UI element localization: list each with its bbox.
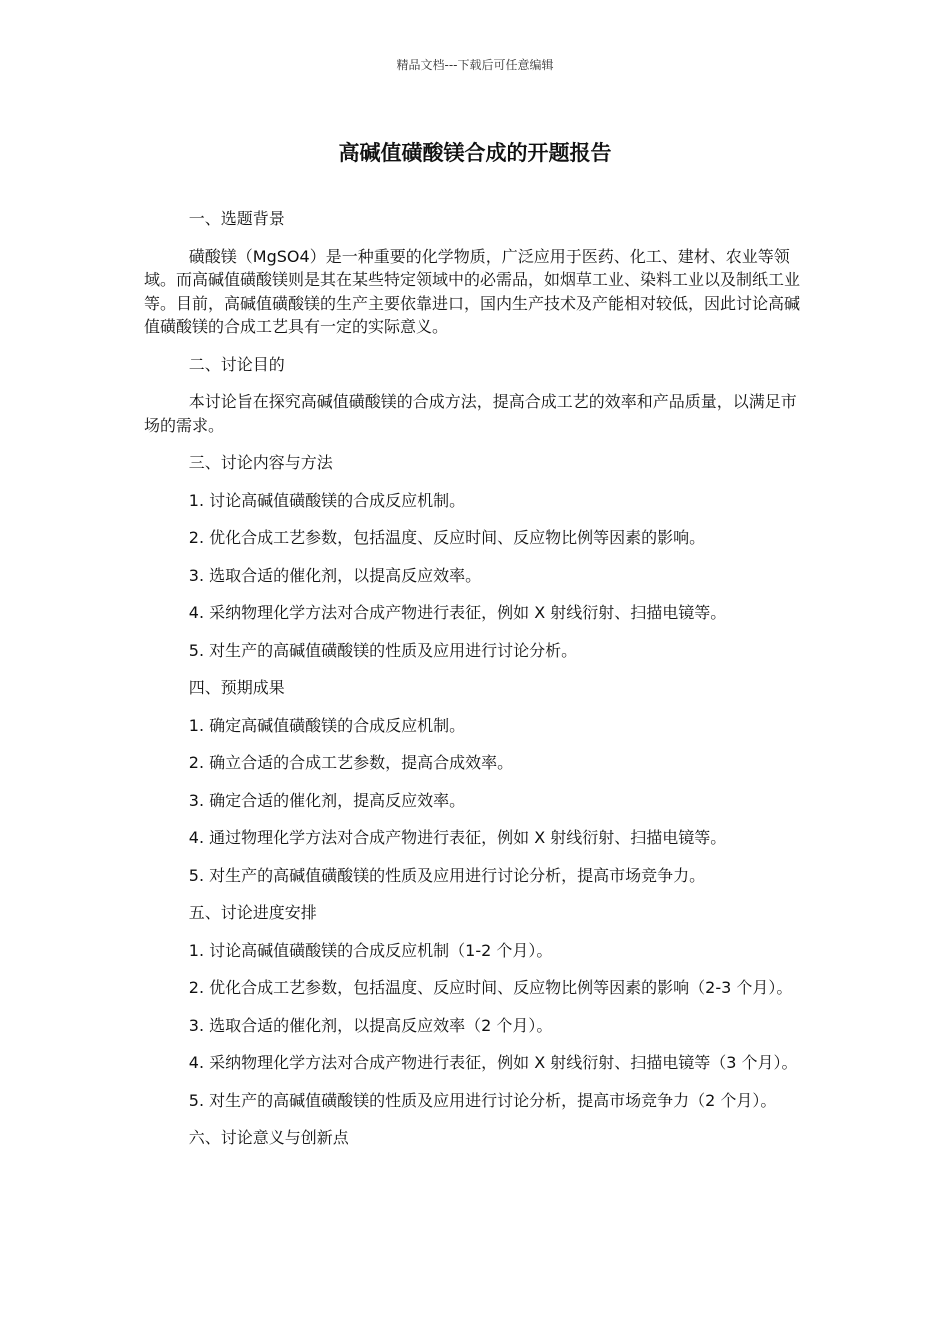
list-item: 5. 对生产的高碱值磺酸镁的性质及应用进行讨论分析。 xyxy=(188,640,578,660)
list-item: 1. 讨论高碱值磺酸镁的合成反应机制（1-2 个月）。 xyxy=(188,940,553,960)
list-item: 2. 优化合成工艺参数，包括温度、反应时间、反应物比例等因素的影响（2-3 个月）。 xyxy=(188,978,793,997)
list-item: 3. 选取合适的催化剂，以提高反应效率。 xyxy=(188,565,482,585)
list-item: 1. 讨论高碱值磺酸镁的合成反应机制。 xyxy=(188,490,466,510)
section-heading: 六、讨论意义与创新点 xyxy=(188,1128,349,1147)
list-item: 2. 优化合成工艺参数，包括温度、反应时间、反应物比例等因素的影响。 xyxy=(188,528,706,547)
list-item: 1. 确定高碱值磺酸镁的合成反应机制。 xyxy=(188,715,466,735)
document-title: 高碱值磺酸镁合成的开题报告 xyxy=(338,141,612,165)
page-header: 精品文档---下载后可任意编辑 xyxy=(396,58,554,72)
list-item: 5. 对生产的高碱值磺酸镁的性质及应用进行讨论分析，提高市场竞争力（2 个月）。 xyxy=(188,1090,777,1110)
list-item: 2. 确立合适的合成工艺参数，提高合成效率。 xyxy=(188,753,514,772)
section-heading: 四、预期成果 xyxy=(188,678,285,697)
list-item: 3. 选取合适的催化剂，以提高反应效率（2 个月）。 xyxy=(188,1015,553,1035)
body-paragraph: 磺酸镁（MgSO4）是一种重要的化学物质，广泛应用于医药、化工、建材、农业等领域。而高碱值磺酸镁则是其在某些特定领域中的必需品，如烟草工业、染料工业以及制纸工业等。目前，高碱值磺酸镁的生产主要依靠进口，国内生产技术及产能相对较低，因此讨论高碱值磺酸镁的合成工艺具有一定的实际意义。 xyxy=(144,246,801,336)
list-item: 3. 确定合适的催化剂，提高反应效率。 xyxy=(188,790,466,810)
list-item: 5. 对生产的高碱值磺酸镁的性质及应用进行讨论分析，提高市场竞争力。 xyxy=(188,865,706,885)
section-heading: 三、讨论内容与方法 xyxy=(188,453,333,472)
document-body xyxy=(144,207,810,1150)
section-heading: 二、讨论目的 xyxy=(188,354,285,374)
section-heading: 五、讨论进度安排 xyxy=(188,903,317,922)
body-paragraph: 本讨论旨在探究高碱值磺酸镁的合成方法，提高合成工艺的效率和产品质量，以满足市场的需求。 xyxy=(144,392,797,435)
section-heading: 一、选题背景 xyxy=(188,209,285,228)
list-item: 4. 通过物理化学方法对合成产物进行表征，例如 X 射线衍射、扫描电镜等。 xyxy=(188,828,727,847)
list-item: 4. 采纳物理化学方法对合成产物进行表征，例如 X 射线衍射、扫描电镜等（3 个月）。 xyxy=(188,1053,798,1072)
list-item: 4. 采纳物理化学方法对合成产物进行表征，例如 X 射线衍射、扫描电镜等。 xyxy=(188,603,727,622)
